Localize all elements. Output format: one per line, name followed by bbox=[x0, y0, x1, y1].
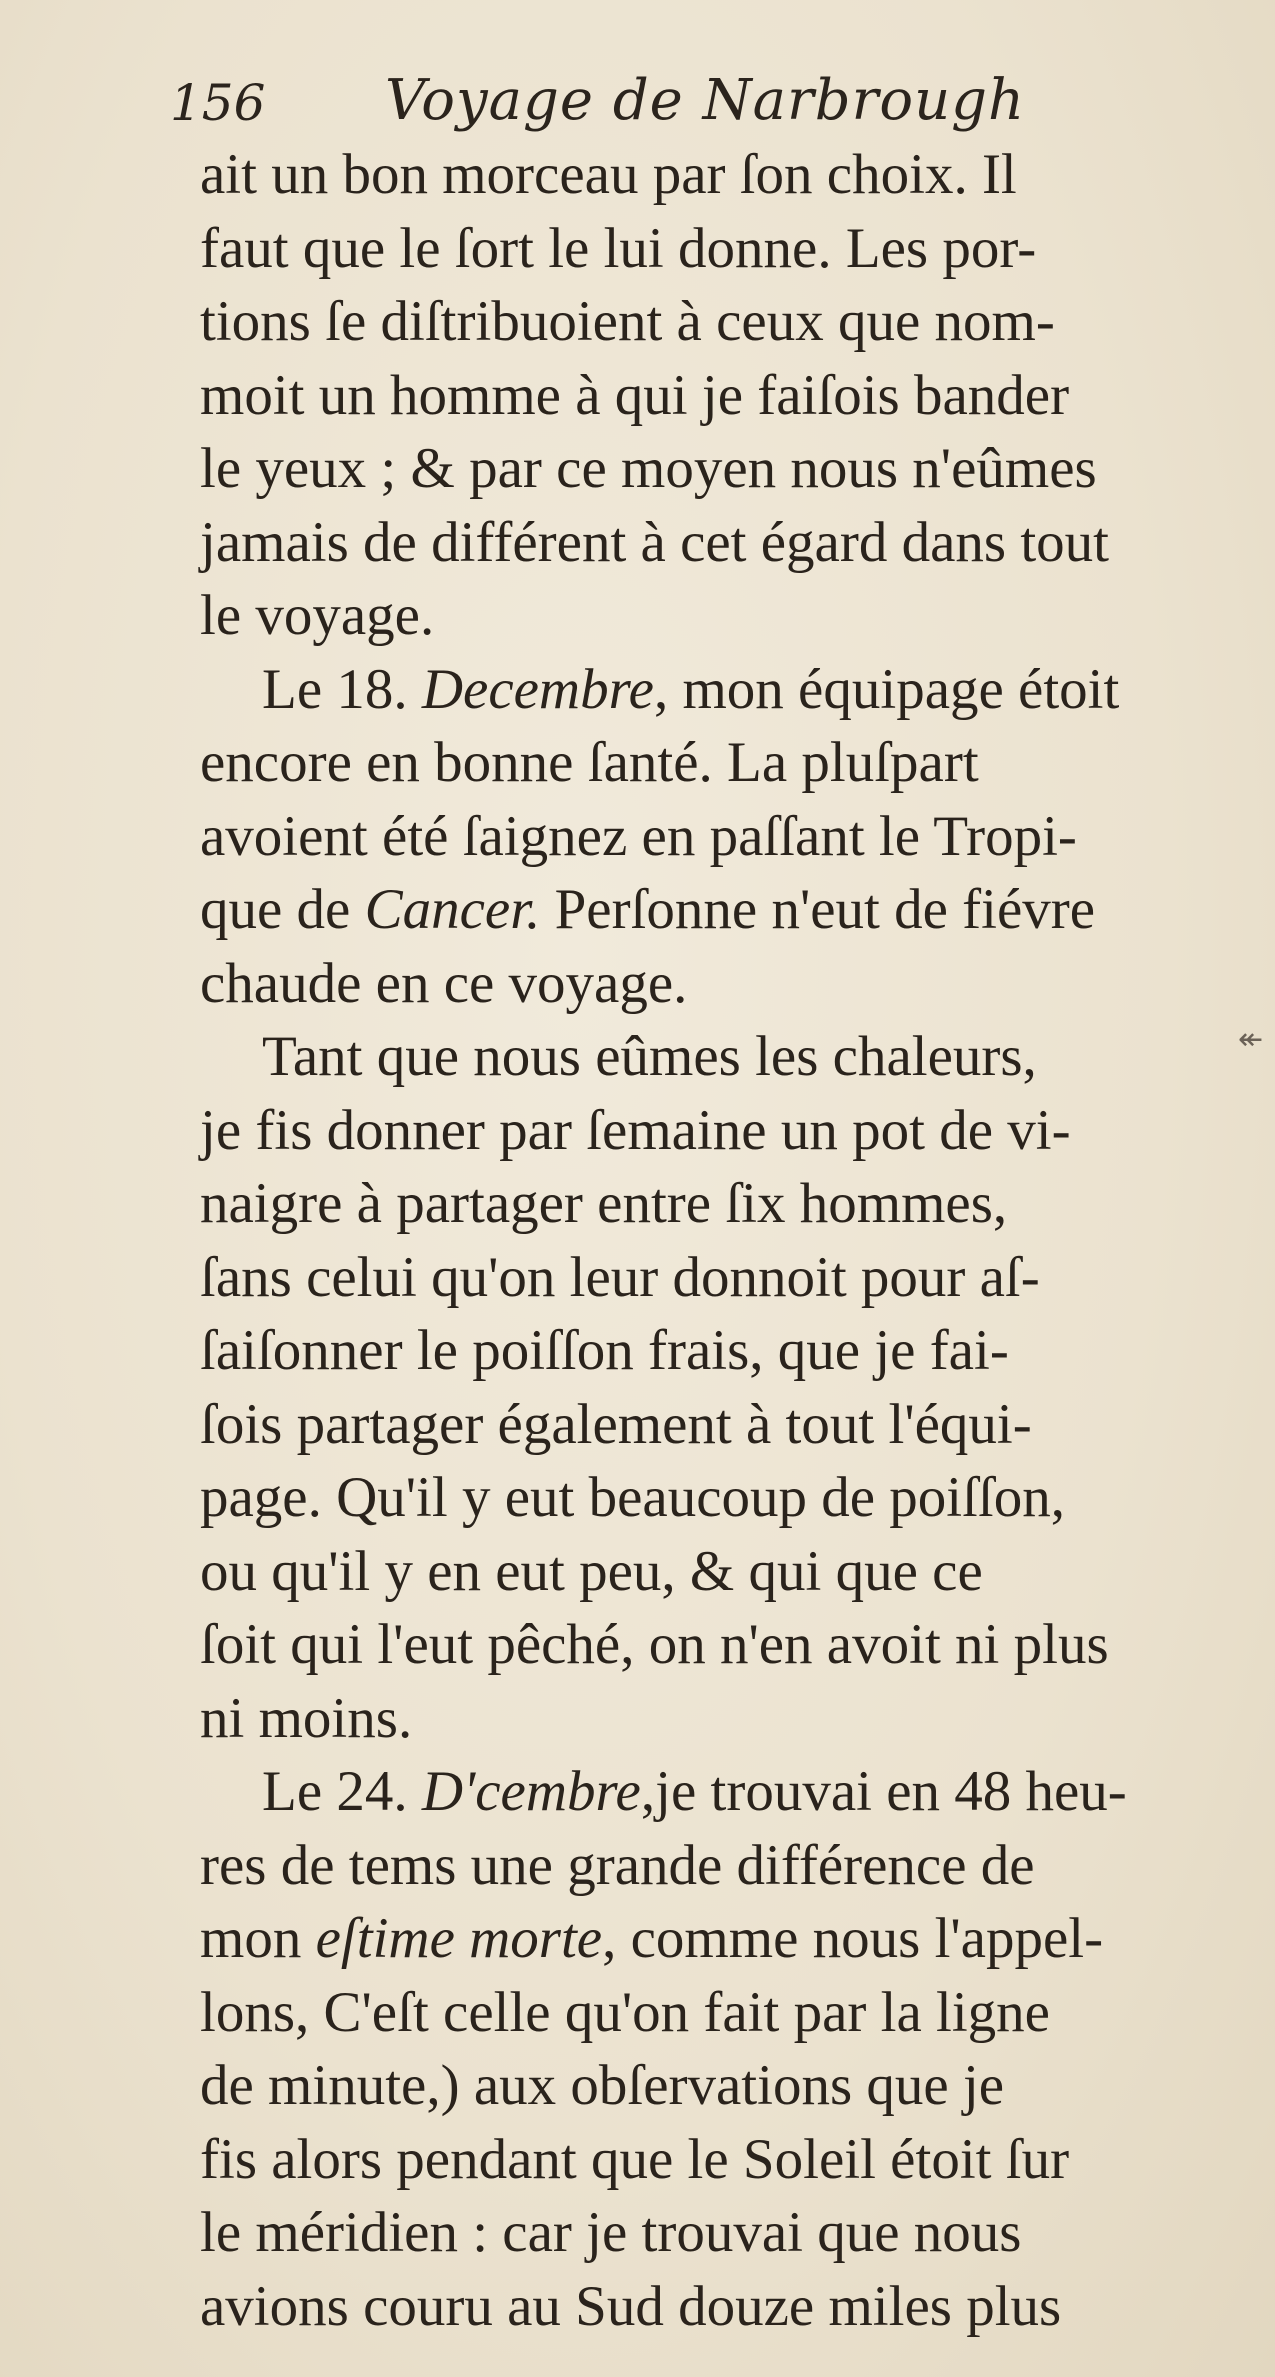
margin-mark: ↞ bbox=[1238, 1022, 1264, 1057]
text-line: res de tems une grande différence de bbox=[200, 1833, 1035, 1897]
text-line: ſois partager également à tout l'équi- bbox=[200, 1392, 1032, 1456]
body-text bbox=[200, 138, 1190, 2343]
italic-date: D'cembre bbox=[421, 1760, 641, 1823]
text-line: moit un homme à qui je faiſois bander bbox=[200, 363, 1070, 427]
text-line: tions ſe diſtribuoient à ceux que nom- bbox=[200, 290, 1055, 353]
text-line: que de Cancer. Perſonne n'eut de fiévre bbox=[200, 878, 1096, 941]
text-line: le voyage. bbox=[200, 584, 435, 647]
text-line: ni moins. bbox=[200, 1686, 413, 1750]
text-line: avions couru au Sud douze miles plus bbox=[200, 2274, 1062, 2338]
text-line: le yeux ; & par ce moyen nous n'eûmes bbox=[200, 437, 1097, 500]
text-line: faut que le ſort le lui donne. Les por- bbox=[200, 216, 1037, 280]
running-title: Voyage de Narbrough bbox=[385, 68, 1026, 133]
text-line: le méridien : car je trouvai que nous bbox=[200, 2201, 1022, 2264]
text-line: ſans celui qu'on leur donnoit pour aſ- bbox=[200, 1245, 1040, 1309]
running-head bbox=[170, 62, 1070, 142]
text-line: Tant que nous eûmes les chaleurs, bbox=[262, 1025, 1037, 1088]
text-line: chaude en ce voyage. bbox=[200, 951, 688, 1015]
text-line: ait un bon morceau par ſon choix. Il bbox=[200, 143, 1017, 206]
text-line: mon eſtime morte, comme nous l'appel- bbox=[200, 1907, 1104, 1970]
text-line: lons, C'eſt celle qu'on fait par la ligne bbox=[200, 1980, 1050, 2044]
text-line: naigre à partager entre ſix hommes, bbox=[200, 1172, 1008, 1235]
italic-term: Cancer. bbox=[364, 878, 541, 941]
text-line: encore en bonne ſanté. La pluſpart bbox=[200, 731, 979, 794]
text-line: ou qu'il y en eut peu, & qui que ce bbox=[200, 1539, 983, 1603]
text-line: avoient été ſaignez en paſſant le Tropi- bbox=[200, 804, 1077, 868]
text-line: jamais de différent à cet égard dans tout bbox=[200, 510, 1109, 574]
text-line: fis alors pendant que le Soleil étoit ſur bbox=[200, 2127, 1070, 2191]
page-number: 156 bbox=[170, 74, 266, 132]
text-line: ſoit qui l'eut pêché, on n'en avoit ni plus bbox=[200, 1613, 1109, 1676]
text-line: Le 24. D'cembre,je trouvai en 48 heu- bbox=[262, 1760, 1127, 1823]
text-line: ſaiſonner le poiſſon frais, que je fai- bbox=[200, 1319, 1009, 1382]
italic-date: Decembre bbox=[421, 657, 654, 721]
text-line: page. Qu'il y eut beaucoup de poiſſon, bbox=[200, 1466, 1066, 1529]
text-line: Le 18. Decembre, mon équipage étoit bbox=[262, 657, 1120, 721]
text-line: de minute,) aux obſervations que je bbox=[200, 2054, 1005, 2117]
italic-term: eſtime morte bbox=[315, 1907, 603, 1970]
text-line: je fis donner par ſemaine un pot de vi- bbox=[200, 1098, 1071, 1162]
